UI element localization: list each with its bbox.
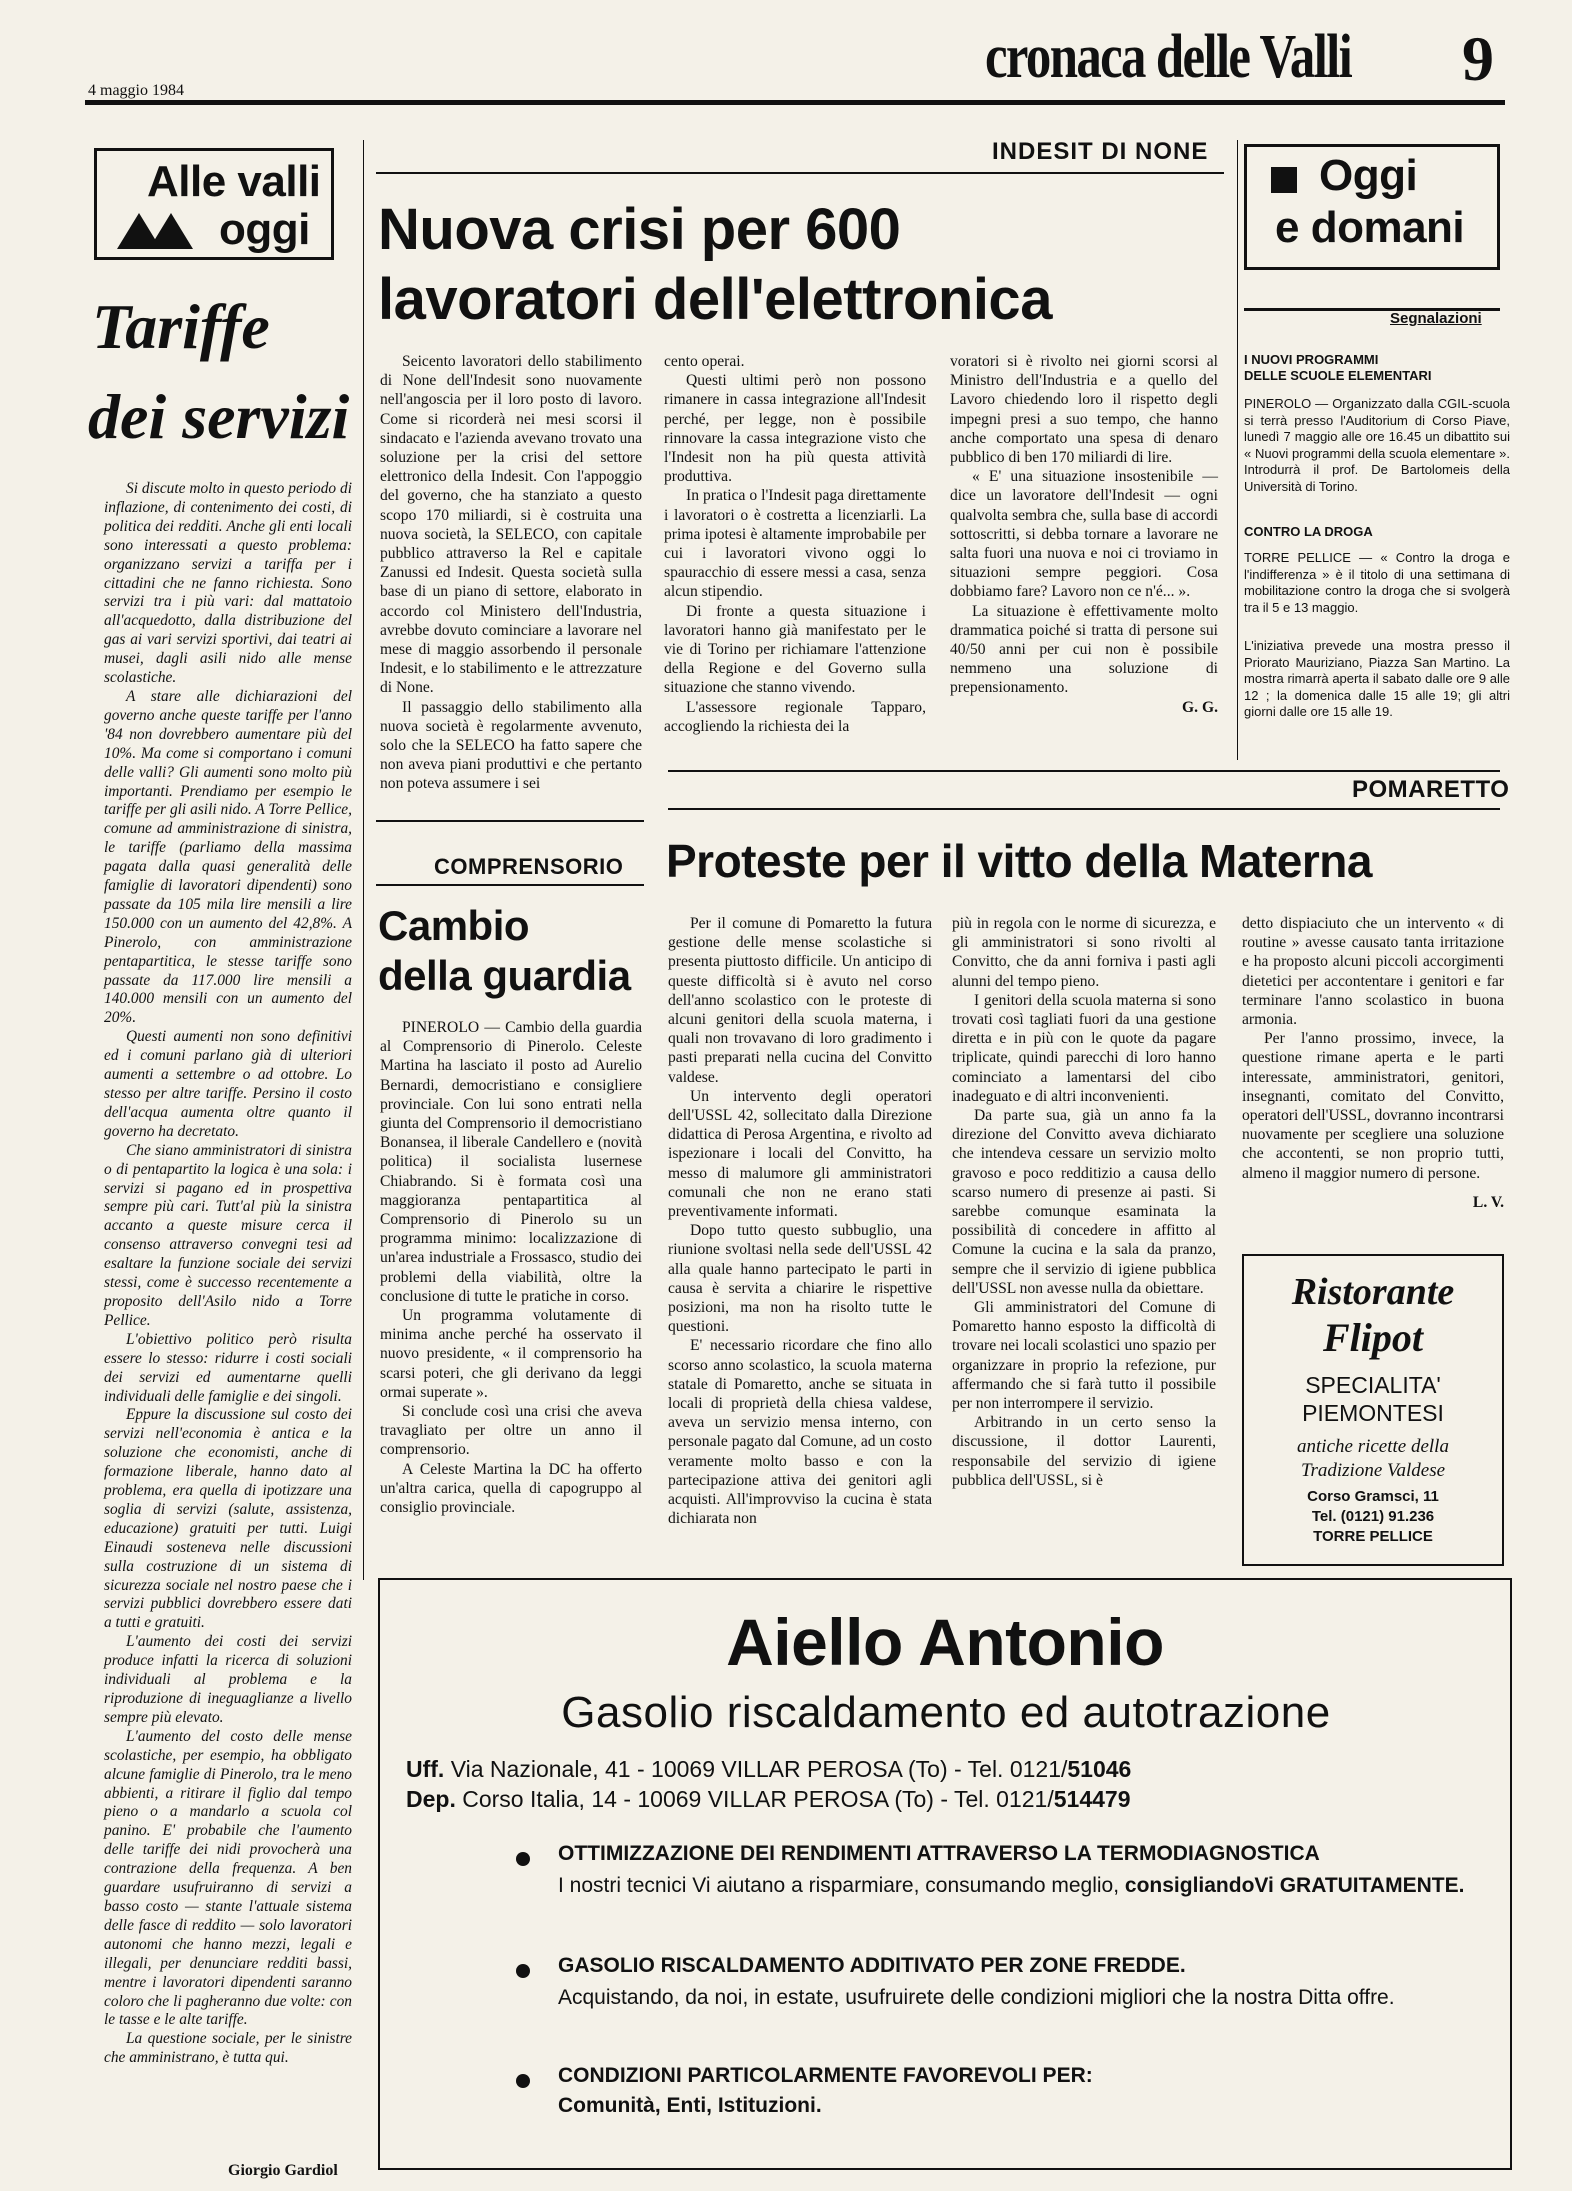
paragraph: Arbitrando in un certo senso la discussione, il dottor Laurenti, responsabile del servizio di igiene pubblica dell'USSL, si è xyxy=(952,1414,1216,1489)
paragraph: L'assessore regionale Tapparo, accogliendo la richiesta dei la xyxy=(664,698,926,735)
paragraph: In pratica o l'Indesit paga direttamente i lavoratori o è costretta a licenziarli. La prima ipotesi è altamente improbabile per cui i lavoratori vivono oggi lo spauracchio di essere messi a casa, senza alcun stipendio. xyxy=(664,487,926,601)
indesit-kicker: INDESIT DI NONE xyxy=(992,138,1209,165)
box-title-line-1: Alle valli xyxy=(147,157,321,206)
page-number: 9 xyxy=(1462,23,1494,94)
ristorante-line-4: Tradizione Valdese xyxy=(1300,1460,1446,1481)
triangles-icon-2 xyxy=(149,213,193,249)
ristorante-line-1: SPECIALITA' xyxy=(1305,1372,1441,1398)
editorial-author: Giorgio Gardiol xyxy=(228,2162,338,2179)
ad-dep-text: Corso Italia, 14 - 10069 VILLAR PEROSA (To) - Tel. 0121/ xyxy=(462,1786,1054,1812)
newspaper-name: cronaca delle Valli xyxy=(985,23,1352,91)
bullet-icon xyxy=(516,2074,530,2088)
paragraph: voratori si è rivolto nei giorni scorsi al Ministro dell'Industria e a quello del Lavoro chiedendo loro il rispetto degli impegni presi a suo tempo, che hanno anche comportato una spesa di denaro pubblico di ben 170 miliardi di lire. xyxy=(950,353,1218,467)
ad-bullet-2-title: GASOLIO RISCALDAMENTO ADDITIVATO PER ZONE FREDDE. xyxy=(558,1954,1186,1977)
ad-dep-number: 514479 xyxy=(1053,1786,1131,1812)
pomaretto-column-1 xyxy=(668,914,932,1529)
ad-uff-number: 51046 xyxy=(1067,1756,1132,1782)
paragraph: Per l'anno prossimo, invece, la questione rimane aperta e le parti interessate, amministratori, genitori, insegnanti, comitato del Convitto, operatori dell'USSL, dovranno incontrarsi nuovamente per scegliere una soluzione che accontenti, se non proprio tutti, almeno il maggior numero di persone. xyxy=(1242,1030,1504,1182)
paragraph: Da parte sua, già un anno fa la direzione del Convitto aveva dichiarato che intendeva cessare un servizio molto gravoso e poco redditizio a causa dello scarso numero di presenze ai pasti. Si sarebbe comunque esaminata la possibilità di concedere in affitto al Comune la cucina e la sala da pranzo, sempre che il servizio di igiene pubblica dell'USSL non avesse nulla da obiettare. xyxy=(952,1107,1216,1297)
paragraph: detto dispiaciuto che un intervento « di routine » avesse causato tanta irritazione e ha proposto alcuni piccoli accorgimenti dietetici per accontentare i genitori e far terminare l'anno scolastico in buona armonia. xyxy=(1242,915,1504,1029)
pomaretto-kicker: POMARETTO xyxy=(1352,776,1510,803)
pomaretto-top-rule xyxy=(668,770,1500,772)
paragraph: cento operai. xyxy=(664,353,745,370)
ad-bullet-3-title: CONDIZIONI PARTICOLARMENTE FAVOREVOLI PER: xyxy=(558,2064,1093,2087)
paragraph: La situazione è effettivamente molto drammatica poiché si tratta di persone sui 40/50 anni per cui non è possibile nemmeno una soluzione di prepensionamento. xyxy=(950,602,1218,697)
paragraph: Si discute molto in questo periodo di inflazione, di contenimento dei costi, di politica dei redditi. Anche gli enti locali sono interessati a questo problema: organizzano servizi a tariffa per i cittadini che ne fanno richiesta. Sono servizi tra i più vari: dal mattatoio all'acquedotto, dalla distribuzione del gas ai vari servizi sportivi, dai teatri ai musei, dagli asili nido alle mense scolastiche. xyxy=(104,480,352,687)
pomaretto-kicker-rule xyxy=(668,808,1500,810)
alle-valli-oggi-box xyxy=(94,148,334,260)
editorial-headline-2: dei servizi xyxy=(88,381,350,452)
ristorante-ad xyxy=(1242,1254,1504,1566)
ad-bullet-3-text: Comunità, Enti, Istituzioni. xyxy=(558,2094,822,2117)
item-2-text-2: L'iniziativa prevede una mostra presso il Priorato Mauriziano, Piazza San Martino. La mostra rimarrà aperta il sabato dalle ore 9 alle 12 ; la domenica dalle 15 alle 19; gli altri giorni dalle ore 15 alle 19. xyxy=(1244,638,1510,719)
paragraph: Eppure la discussione sul costo dei servizi nell'economia è antica e la soluzione che economisti, anche di formazione liberale, hanno dato al problema, era quella di ipotizzare una soglia di servizi (salute, assistenza, educazione) gratuiti per tutti. Luigi Einaudi sosteneva nelle discussioni sulla costruzione di un sistema di sicurezza sociale nel nostro paese che i servizi pubblici dovrebbero essere dati a tutti e gratuiti. xyxy=(104,1406,352,1632)
comprensorio-headline-2: della guardia xyxy=(378,952,631,999)
ristorante-name-2: Flipot xyxy=(1322,1315,1424,1360)
ad-uff-text: Via Nazionale, 41 - 10069 VILLAR PEROSA (To) - Tel. 0121/ xyxy=(450,1756,1068,1782)
indesit-column-1 xyxy=(380,352,642,794)
ad-subtitle: Gasolio riscaldamento ed autotrazione xyxy=(561,1688,1331,1737)
paragraph: A stare alle dichiarazioni del governo anche queste tariffe per l'anno '84 non dovrebbero aumentare più del 10%. Ma come si comportano i comuni delle valli? Gli aumenti sono molto più importanti. Prendiamo per esempio le tariffe per gli asili nido. A Torre Pellice, comune ad amministrazione di sinistra, le tariffe (parliamo della massima pagata dalla quasi generalità delle famiglie di lavoratori dipendenti) sono passate da 105 mila lire mensili a lire 150.000 con un aumento del 42,8%. A Pinerolo, con amministrazione pentapartitica, le stesse tariffe sono passate da 117.000 lire mensili a 140.000 mensili con un aumento del 20%. xyxy=(104,687,352,1027)
ristorante-line-2: PIEMONTESI xyxy=(1302,1400,1444,1426)
comprensorio-kicker: COMPRENSORIO xyxy=(434,854,624,879)
item-1-text: PINEROLO — Organizzato dalla CGIL-scuola si terrà presso l'Auditorium di Corso Piave, lunedì 7 maggio alle ore 16.45 un dibattito sui « Nuovi programmi della scuola elementare ». Introdurrà il prof. De Bartolomeis della Università di Torino. xyxy=(1244,396,1510,494)
editorial-body xyxy=(104,480,352,2068)
box-title-line-2: e domani xyxy=(1275,203,1465,252)
comprensorio-top-rule xyxy=(376,820,644,822)
paragraph: Per il comune di Pomaretto la futura gestione delle mense scolastiche si presenta piuttosto difficile. Un anticipo di queste difficoltà si è avuto nel corso dell'anno scolastico con le proteste di alcuni genitori della scuola materna, i quali non trovavano di loro gradimento i pasti preparati nella cucina del Convitto valdese. xyxy=(668,915,932,1086)
ristorante-tel: Tel. (0121) 91.236 xyxy=(1311,1508,1435,1525)
item-2-text-1: TORRE PELLICE — « Contro la droga e l'indifferenza » è il titolo di una settimana di mobilitazione contro la droga che si svolgerà tra il 5 e 13 maggio. xyxy=(1244,550,1510,615)
ad-uff-label: Uff. xyxy=(406,1756,445,1782)
article-author: L. V. xyxy=(1472,1193,1504,1211)
article-author: G. G. xyxy=(1182,698,1218,716)
paragraph: La questione sociale, per le sinistre che amministrano, è tutta qui. xyxy=(104,2030,352,2067)
paragraph: I genitori della scuola materna si sono trovati così tagliati fuori da una gestione diretta e in più con le quote da pagare triplicate, quindi parecchi di loro hanno cominciato a lamentarsi del cibo inadeguato e di altri inconvenienti. xyxy=(952,991,1216,1105)
paragraph: Si conclude così una crisi che aveva travagliato per oltre un anno il comprensorio. xyxy=(380,1403,642,1459)
comprensorio-body xyxy=(380,1018,642,1517)
paragraph: « E' una situazione insostenibile — dice un lavoratore dell'Indesit — ogni qualvolta sembra che, sulla base di accordi sottoscritti, si debba tornare a lavorare ne salta fuori una nuova e noi ci troviamo in situazioni sempre peggiori. Cosa dobbiamo fare? Lavoro non ce n'é... ». xyxy=(950,468,1218,601)
bullet-icon xyxy=(516,1852,530,1866)
item-2-title: CONTRO LA DROGA xyxy=(1244,524,1373,539)
paragraph: L'aumento dei costi dei servizi produce infatti la ricerca di soluzioni individuali al problema e la riproduzione di ineguaglianze a livello sempre più elevato. xyxy=(104,1633,352,1726)
indesit-column-2 xyxy=(664,352,926,736)
ristorante-line-3: antiche ricette della xyxy=(1297,1436,1449,1457)
paragraph: più in regola con le norme di sicurezza, e gli amministratori si sono rivolti al Convitto, che da anni forniva i pasti agli alunni del tempo pieno. xyxy=(952,915,1216,990)
paragraph: Questi aumenti non sono definitivi ed i comuni parlano già di ulteriori aumenti a settembre o ad ottobre. Lo stesso per altre tariffe. Persino il costo dell'acqua aumenta oltre quanto il governo ha decretato. xyxy=(104,1028,352,1140)
ad-uff-line xyxy=(406,1756,1131,1783)
paragraph: L'obiettivo politico però risulta essere lo stesso: ridurre i costi sociali dei servizi ed aumentarne quelli individuali delle famiglie e dei singoli. xyxy=(104,1330,352,1405)
paragraph: Che siano amministratori di sinistra o di pentapartito la logica è una sola: i servizi si pagano ed in prospettiva sempre più cari. Tutt'al più la sinistra accanto a queste misure cerca il consenso attraverso convegni tesi ad esaltare la funzione sociale dei servizi stessi, come è successo recentemente a proposito dell'Asilo nido a Torre Pellice. xyxy=(104,1141,352,1329)
comprensorio-kicker-rule xyxy=(376,884,644,886)
paragraph: Un intervento degli operatori dell'USSL 42, sollecitato dalla Direzione didattica di Perosa Argentina, e rivolto ad ispezionare i locali del Convitto, ha messo di malumore gli amministratori comunali che non ne erano stati preventivamente informati. xyxy=(668,1087,932,1221)
column-divider-left xyxy=(363,140,364,1580)
paragraph: E' necessario ricordare che fino allo scorso anno scolastico, la scuola materna statale di Pomaretto, anche se situata in locali di proprietà della chiesa valdese, aveva un servizio mensa interno, con personale pagato dal Comune, ad un costo veramente molto basso e con la partecipazione attiva dei genitori agli acquisti. All'improvviso la cucina è stata dichiarata non xyxy=(668,1337,932,1528)
paragraph: Di fronte a questa situazione i lavoratori hanno già manifestato per le vie di Torino per richiamare l'attenzione della Regione e del Governo sulla situazione che stanno vivendo. xyxy=(664,602,926,697)
bullet-icon xyxy=(516,1964,530,1978)
ad-dep-line xyxy=(406,1786,1130,1813)
column-divider-right xyxy=(1237,140,1238,760)
paragraph: PINEROLO — Cambio della guardia al Comprensorio di Pinerolo. Celeste Martina ha lasciato il posto ad Aurelio Bernardi, democristiano e consigliere provinciale. Con lui sono entrati nella giunta del Comprensorio il democristiano Bonansea, il liberale Candellero e (novità politica) il socialista lusernese Chiabrando. Si è formata così una maggioranza pentapartitica al Comprensorio di Pinerolo su un programma minimo: localizzazione di un'area industriale a Frossasco, studio dei problemi della viabilità, oltre la conclusione di tutte le pratiche in corso. xyxy=(380,1019,642,1305)
indesit-column-3 xyxy=(950,352,1218,717)
indesit-headline-1: Nuova crisi per 600 xyxy=(378,197,901,262)
ristorante-name-1: Ristorante xyxy=(1291,1271,1455,1313)
paragraph: A Celeste Martina la DC ha offerto un'altra carica, quella di capogruppo al consiglio provinciale. xyxy=(380,1460,642,1517)
aiello-ad xyxy=(378,1578,1512,2170)
pomaretto-column-3 xyxy=(1242,914,1504,1212)
ristorante-town: TORRE PELLICE xyxy=(1313,1528,1433,1545)
ad-bullet-1-body: I nostri tecnici Vi aiutano a risparmiare, consumando meglio, xyxy=(558,1874,1120,1897)
box-title-line-1: Oggi xyxy=(1319,151,1418,200)
paragraph: Gli amministratori del Comune di Pomaretto hanno esposto la difficoltà di trovare nei locali scolastici uno spazio per organizzare in proprio la refezione, pur affermando che si farà tutto il possibile per non interrompere il servizio. xyxy=(952,1299,1216,1413)
item-1-title-1: I NUOVI PROGRAMMI xyxy=(1244,352,1379,367)
square-bullet-icon xyxy=(1271,167,1297,193)
ad-bullet-2-text: Acquistando, da noi, in estate, usufruirete delle condizioni migliori che la nostra Ditta offre. xyxy=(558,1986,1395,2009)
ristorante-address: Corso Gramsci, 11 xyxy=(1307,1488,1439,1505)
segnalazioni-label: Segnalazioni xyxy=(1390,310,1482,327)
ad-company-name: Aiello Antonio xyxy=(726,1605,1164,1679)
pomaretto-column-2 xyxy=(952,914,1216,1490)
paragraph: Seicento lavoratori dello stabilimento di None dell'Indesit sono nuovamente nell'angoscia per il loro posto di lavoro. Come si ricorderà nei mesi scorsi il sindacato e l'azienda avevano trovato una soluzione per la crisi del settore elettronico della Indesit. Con l'appoggio del governo, che ha stanziato a questo scopo 170 miliardi, si è costruita una nuova società, la SELECO, con capitale pubblico attraverso la Rel e capitale Zanussi ed Indesit. Questa società sulla base di un piano di settore, elaborato in accordo col Ministero dell'Industria, avrebbe dovuto cominciare a lavorare nel mese di maggio assorbendo il personale Indesit, e lo stabilimento e le attrezzature di None. xyxy=(380,353,642,697)
ad-bullet-1-bold: consigliandoVi GRATUITAMENTE. xyxy=(1124,1874,1465,1897)
editorial-headline-1: Tariffe xyxy=(92,291,270,362)
indesit-headline-2: lavoratori dell'elettronica xyxy=(378,267,1052,332)
paragraph: Il passaggio dello stabilimento alla nuova società è regolarmente avvenuto, solo che la SELECO ha fatto sapere che non aveva piani produttivi e che pertanto non poteva assumere i sei xyxy=(380,698,642,793)
paragraph: L'aumento del costo delle mense scolastiche, per esempio, ha obbligato alcune famiglie di Pinerolo, tra le meno abbienti, a ritirare il figlio dal tempo pieno o a mandarlo a scuola col panino. E' probabile che l'aumento delle tariffe dei nidi provocherà una contrazione della frequenza. A ben guardare usufruiranno di servizi a basso costo — stante l'attuale sistema delle fasce di reddito — solo lavoratori autonomi che hanno mezzi, legali e illegali, per denunciare redditi bassi, mentre i lavoratori dipendenti saranno coloro che li pagheranno due volte: con le tasse e le alte tariffe. xyxy=(104,1727,352,2029)
ad-dep-label: Dep. xyxy=(406,1786,456,1812)
ad-bullet-1-text xyxy=(558,1872,1468,1900)
comprensorio-headline-1: Cambio xyxy=(378,902,530,949)
pomaretto-headline: Proteste per il vitto della Materna xyxy=(666,835,1372,887)
ad-bullet-1-title: OTTIMIZZAZIONE DEI RENDIMENTI ATTRAVERSO LA TERMODIAGNOSTICA xyxy=(558,1842,1320,1865)
paragraph: Questi ultimi però non possono rimanere in cassa integrazione all'Indesit perché, per legge, non è possibile rinnovare la cassa integrazione visto che l'Indesit non ha più questa attività produttiva. xyxy=(664,372,926,486)
issue-date: 4 maggio 1984 xyxy=(88,82,184,99)
indesit-kicker-rule xyxy=(376,172,1224,174)
masthead-rule xyxy=(85,100,1505,105)
paragraph: Dopo tutto questo subbuglio, una riunione svoltasi nella sede dell'USSL 42 alla quale hanno partecipato le parti in causa è servita a chiarire le rispettive posizioni, ma non ha risolto tutte le questioni. xyxy=(668,1222,932,1336)
item-1-title-2: DELLE SCUOLE ELEMENTARI xyxy=(1244,368,1432,383)
box-title-line-2: oggi xyxy=(219,205,310,254)
oggi-e-domani-box xyxy=(1244,144,1500,270)
paragraph: Un programma volutamente di minima anche perché ha osservato il nuovo presidente, « il comprensorio ha scarsi poteri, che gli derivano da leggi ormai superate ». xyxy=(380,1307,642,1401)
